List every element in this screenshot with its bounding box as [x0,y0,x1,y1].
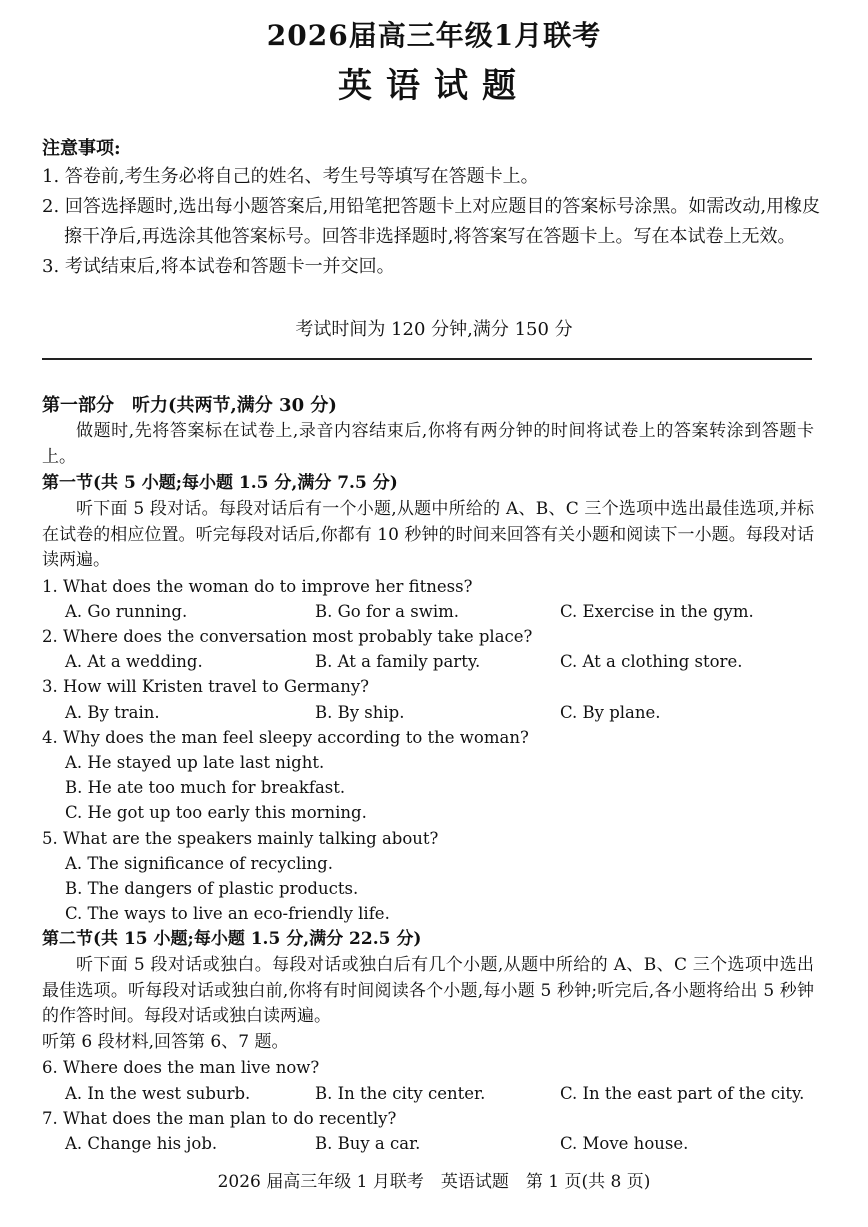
question-6-options [42,1081,814,1106]
option-c: C. Move house. [560,1133,689,1153]
option-b: B. The dangers of plastic products. [65,878,359,898]
question-7-options [42,1131,814,1156]
part1-heading: 第一部分 听力(共两节,满分 30 分) [42,395,337,416]
page-footer: 2026 届高三年级 1 月联考 英语试题 第 1 页(共 8 页) [217,1172,651,1192]
notes-block [42,136,822,282]
question-5: 5. What are the speakers mainly talking about? [42,828,439,848]
question-1-options [42,599,814,624]
notes-heading: 注意事项: [42,138,121,159]
note-item-2: 2. 回答选择题时,选出每小题答案后,用铅笔把答题卡上对应题目的答案标号涂黑。如需改动,用橡皮擦干净后,再选涂其他答案标号。回答非选择题时,将答案写在答题卡上。写在本试卷上无效。 [42,196,821,247]
question-6: 6. Where does the man live now? [42,1058,320,1078]
option-a: A. The significance of recycling. [65,853,333,873]
option-a: A. At a wedding. [65,652,203,672]
note-item-1: 1. 答卷前,考生务必将自己的姓名、考生号等填写在答题卡上。 [42,166,539,187]
option-a: A. Go running. [65,601,188,621]
option-b: B. In the city center. [315,1083,486,1103]
part1-instruction: 做题时,先将答案标在试卷上,录音内容结束后,你将有两分钟的时间将试卷上的答案转涂到答题卡上。 [42,421,814,467]
option-b: B. Buy a car. [315,1133,421,1153]
question-4: 4. Why does the man feel sleepy according to the woman? [42,727,529,747]
subject-title: 英语试题 [338,66,530,106]
question-3: 3. How will Kristen travel to Germany? [42,677,369,697]
part1-content [42,392,814,1156]
option-b: B. He ate too much for breakfast. [65,778,346,798]
section2-instruction: 听下面 5 段对话或独白。每段对话或独白后有几个小题,从题中所给的 A、B、C 三个选项中选出最佳选项。听每段对话或独白前,你将有时间阅读各个小题,每小题 5 秒钟;听完后,各小题将给出 5 秒钟的作答时间。每段对话或独白读两遍。 [42,955,814,1027]
question-2: 2. Where does the conversation most probably take place? [42,626,533,646]
option-a: A. In the west suburb. [65,1083,251,1103]
question-7: 7. What does the man plan to do recently? [42,1108,397,1128]
option-b: B. At a family party. [315,652,481,672]
option-c: C. He got up too early this morning. [65,803,367,823]
divider-line [42,358,812,360]
material-note: 听第 6 段材料,回答第 6、7 题。 [42,1031,289,1052]
option-c: C. In the east part of the city. [560,1083,805,1103]
question-3-options [42,700,814,725]
option-c: C. Exercise in the gym. [560,601,754,621]
question-2-options [42,649,814,674]
section2-heading: 第二节(共 15 小题;每小题 1.5 分,满分 22.5 分) [42,929,422,950]
exam-time-line: 考试时间为 120 分钟,满分 150 分 [295,319,573,340]
option-a: A. Change his job. [65,1133,218,1153]
option-c: C. By plane. [560,702,661,722]
option-c: C. At a clothing store. [560,652,743,672]
question-1: 1. What does the woman do to improve her fitness? [42,576,473,596]
note-item-3: 3. 考试结束后,将本试卷和答题卡一并交回。 [42,256,395,277]
section1-heading: 第一节(共 5 小题;每小题 1.5 分,满分 7.5 分) [42,473,398,493]
option-a: A. By train. [65,702,160,722]
section1-instruction: 听下面 5 段对话。每段对话后有一个小题,从题中所给的 A、B、C 三个选项中选出最佳选项,并标在试卷的相应位置。听完每段对话后,你都有 10 秒钟的时间来回答有关小题和阅读下一小题。每段对话读两遍。 [42,499,814,570]
option-b: B. By ship. [315,702,405,722]
option-c: C. The ways to live an eco-friendly life. [65,904,390,924]
option-a: A. He stayed up late last night. [65,752,325,772]
exam-title: 2026届高三年级1月联考 [266,19,602,52]
option-b: B. Go for a swim. [315,601,459,621]
